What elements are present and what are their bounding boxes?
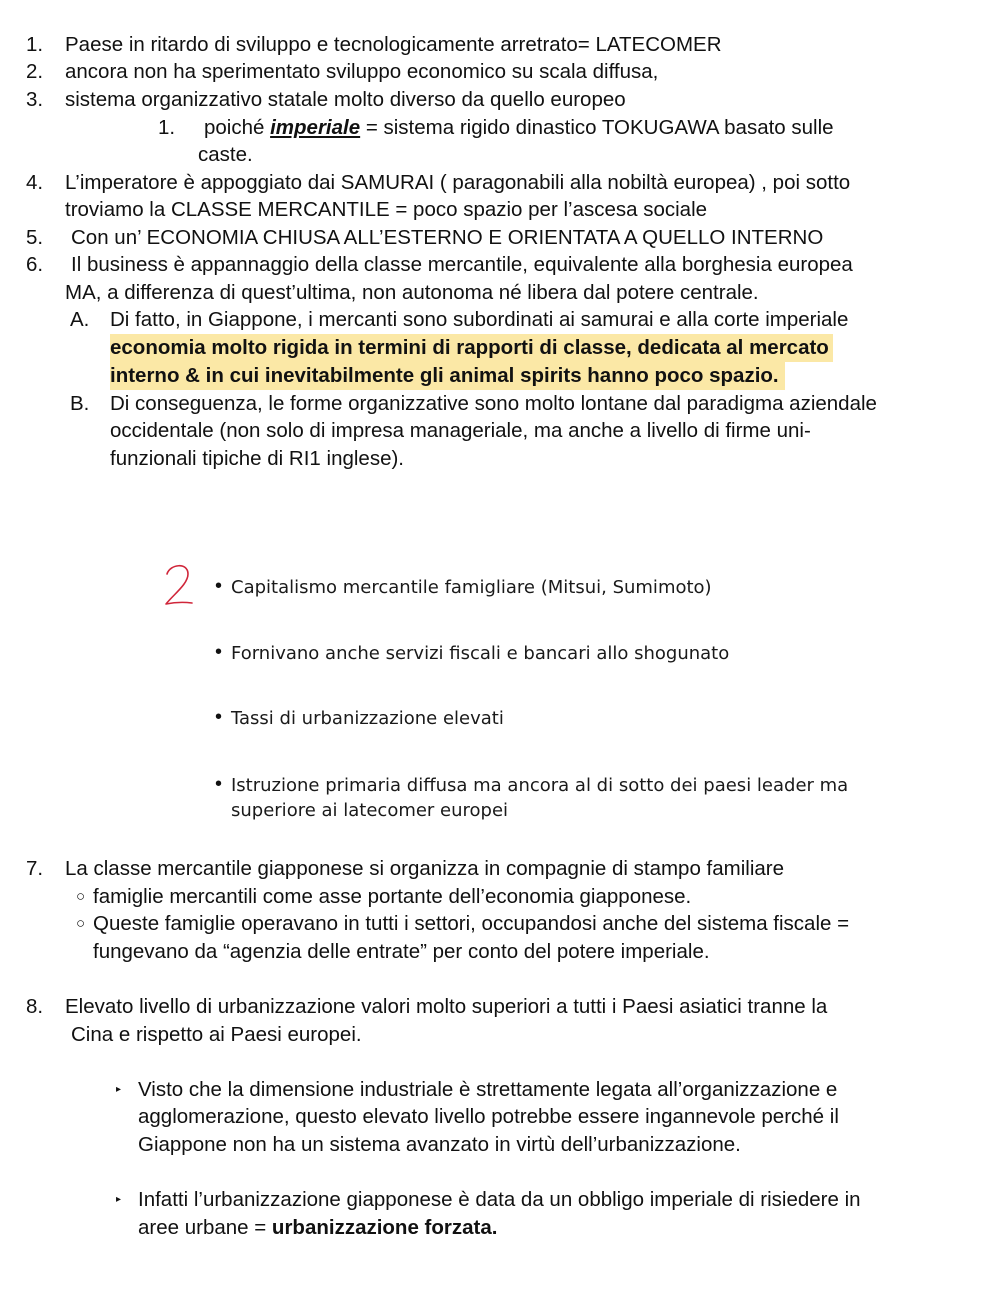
subitem-text: Queste famiglie operavano in tutti i settori, occupandosi anche del sistema fiscale =: [93, 912, 850, 935]
item-text: Cina e rispetto ai Paesi europei.: [71, 1023, 362, 1046]
item-text: Elevato livello di urbanizzazione valori molto superiori a tutti i Paesi asiatici tranne la: [65, 995, 828, 1018]
subitem-text: funzionali tipiche di RI1 inglese).: [110, 447, 404, 470]
subitem-text-pre: aree urbane =: [138, 1216, 272, 1239]
item-text: sistema organizzativo statale molto diverso da quello europeo: [65, 88, 626, 111]
subitem-text-pre: poiché: [204, 116, 271, 139]
subitem-text: Infatti l’urbanizzazione giapponese è data da un obbligo imperiale di risiedere in: [138, 1188, 861, 1211]
slide-bullet: Fornivano anche servizi fiscali e bancari allo shogunato: [231, 643, 730, 664]
bullet-dot: •: [215, 641, 223, 663]
subitem-text: [204, 114, 834, 142]
subitem-text: Di conseguenza, le forme organizzative sono molto lontane dal paradigma aziendale: [110, 392, 877, 415]
subitem-text: fungevano da “agenzia delle entrate” per conto del potere imperiale.: [93, 940, 710, 963]
bullet-dot: •: [215, 706, 223, 728]
subitem-text: agglomerazione, questo elevato livello potrebbe essere ingannevole perché il: [138, 1105, 839, 1128]
item-text: troviamo la CLASSE MERCANTILE = poco spazio per l’ascesa sociale: [65, 198, 708, 221]
item-text: Paese in ritardo di sviluppo e tecnologicamente arretrato= LATECOMER: [65, 33, 722, 56]
item-text: La classe mercantile giapponese si organizza in compagnie di stampo familiare: [65, 857, 785, 880]
slide-bullet: Capitalismo mercantile famigliare (Mitsui, Sumimoto): [231, 577, 712, 598]
subitem-text: Visto che la dimensione industriale è strettamente legata all’organizzazione e: [138, 1078, 838, 1101]
subitem-text: famiglie mercantili come asse portante dell’economia giapponese.: [93, 885, 692, 908]
subitem-text: Giappone non ha un sistema avanzato in virtù dell’urbanizzazione.: [138, 1133, 741, 1156]
item-number: 7.: [26, 857, 44, 880]
bullet-dot: •: [215, 773, 223, 795]
subitem-number: 1.: [158, 116, 176, 139]
triangle-bullet: ▸: [116, 1194, 122, 1205]
subitem-text: occidentale (non solo di impresa manageriale, ma anche a livello di firme uni-: [110, 419, 811, 442]
circle-bullet: ○: [76, 888, 86, 905]
subitem-letter: A.: [70, 308, 90, 331]
slide-bullet: Istruzione primaria diffusa ma ancora al di sotto dei paesi leader ma: [231, 775, 849, 796]
item-text: Il business è appannaggio della classe mercantile, equivalente alla borghesia europea: [71, 253, 853, 276]
item-text: L’imperatore è appoggiato dai SAMURAI ( paragonabili alla nobiltà europea) , poi sotto: [65, 171, 851, 194]
item-number: 3.: [26, 88, 44, 111]
slide-bullet: Tassi di urbanizzazione elevati: [231, 708, 504, 729]
subitem-letter: B.: [70, 392, 90, 415]
bold-emphasis: urbanizzazione forzata.: [271, 1216, 498, 1239]
emphasis-imperiale: imperiale: [270, 116, 361, 139]
item-text: Con un’ ECONOMIA CHIUSA ALL’ESTERNO E ORIENTATA A QUELLO INTERNO: [71, 226, 824, 249]
highlighted-text: interno & in cui inevitabilmente gli animal spirits hanno poco spazio.: [110, 362, 785, 390]
highlighted-text: economia molto rigida in termini di rapporti di classe, dedicata al mercato: [110, 334, 833, 362]
item-number: 2.: [26, 60, 44, 83]
subitem-text: Di fatto, in Giappone, i mercanti sono subordinati ai samurai e alla corte imperiale: [110, 308, 849, 331]
item-number: 8.: [26, 995, 44, 1018]
handwritten-number-annotation: [158, 560, 198, 610]
triangle-bullet: ▸: [116, 1084, 122, 1095]
item-number: 5.: [26, 226, 44, 249]
item-number: 1.: [26, 33, 44, 56]
bullet-dot: •: [215, 575, 223, 597]
item-number: 6.: [26, 253, 44, 276]
circle-bullet: ○: [76, 915, 86, 932]
subitem-text-post: = sistema rigido dinastico TOKUGAWA basato sulle: [360, 116, 834, 139]
slide-bullet-continuation: superiore ai latecomer europei: [231, 800, 509, 821]
item-number: 4.: [26, 171, 44, 194]
item-text: MA, a differenza di quest’ultima, non autonoma né libera dal potere centrale.: [65, 281, 759, 304]
subitem-text: [138, 1214, 497, 1242]
item-text: ancora non ha sperimentato sviluppo economico su scala diffusa,: [65, 60, 659, 83]
subitem-continuation: caste.: [198, 143, 253, 166]
